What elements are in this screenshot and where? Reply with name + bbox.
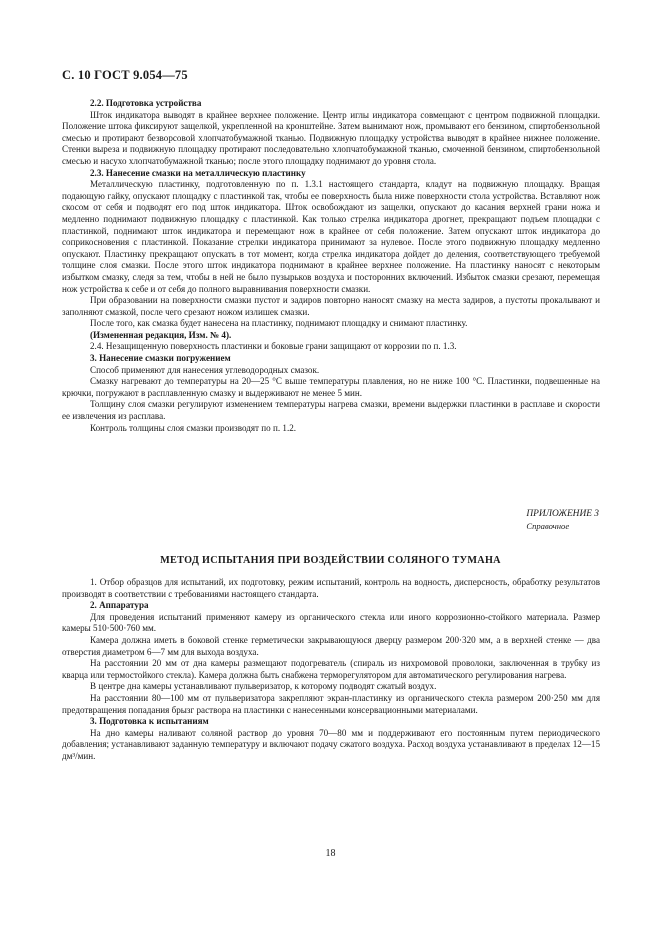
paragraph: Способ применяют для нанесения углеводородных смазок. bbox=[90, 364, 320, 375]
section-part-1 bbox=[62, 98, 600, 434]
paragraph: Шток индикатора выводят в крайнее верхнее положение. Центр иглы индикатора совмещают с центром подвижной площадки. Положение штока фиксируют защелкой, укрепленной на кронштейне. Затем вынимают нож, промывают его бензином, спиртобензольной смесью и протирают безворсовой хлопчатобумажной тканью. Подвижную площадку устройства выводят в крайнее нижнее положение. Стенки выреза и подвижную площадку протирают последовательно хлопчатобумажной тканью, смоченной бензином, спиртобензольной смесью и насухо хлопчатобумажной тканью; после этого площадку поднимают до уровня стола. bbox=[62, 109, 600, 166]
paragraph: В центре дна камеры устанавливают пульверизатор, к которому подводят сжатый воздух. bbox=[90, 681, 437, 692]
paragraph: Для проведения испытаний применяют камеру из органического стекла или иного коррозионно-стойкого материала. Размер камеры 510·500·760 мм. bbox=[62, 611, 600, 634]
heading-preparation: 3. Подготовка к испытаниям bbox=[90, 716, 209, 727]
paragraph: Камера должна иметь в боковой стенке герметически закрывающуюся дверцу размером 200·320 мм, а в верхней стенке — два отверстия диаметром 6—7 мм для выхода воздуха. bbox=[62, 634, 600, 657]
paragraph: На дно камеры наливают соляной раствор до уровня 70—80 мм и поддерживают его постоянным путем периодического добавления; устанавливают заданную температуру и включают подачу сжатого воздуха. Расход воздуха устанавливают в пределах 12—15 дм³/мин. bbox=[62, 727, 600, 761]
page-header: С. 10 ГОСТ 9.054—75 bbox=[62, 68, 188, 82]
paragraph: После того, как смазка будет нанесена на пластинку, поднимают площадку и снимают пластинку. bbox=[90, 318, 468, 329]
paragraph: При образовании на поверхности смазки пустот и задиров повторно наносят смазку на места задиров, а пустоты прокалывают и заполняют смазкой, после чего срезают ножом излишек смазки. bbox=[62, 295, 600, 317]
appendix-label bbox=[526, 508, 599, 532]
heading-2-3: 2.3. Нанесение смазки на металлическую пластинку bbox=[90, 167, 306, 178]
paragraph: 1. Отбор образцов для испытаний, их подготовку, режим испытаний, контроль на водность, дисперсность, обработку результатов производят в соответствии с требованиями настоящего стандарта. bbox=[62, 577, 600, 599]
paragraph: На расстоянии 80—100 мм от пульверизатора закрепляют экран-пластинку из органического стекла размером 200·250 мм для предотвращения попадания брызг раствора на пластинки с нанесенными консервационными материалами. bbox=[62, 692, 600, 715]
paragraph: Смазку нагревают до температуры на 20—25 °С выше температуры плавления, но не ниже 100 °С. Пластинки, подвешенные на крючки, погружают в расплавленную смазку и выдерживают не менее 5 мин. bbox=[62, 376, 600, 398]
paragraph: 2.4. Незащищенную поверхность пластинки и боковые грани защищают от коррозии по п. 1.3. bbox=[90, 341, 457, 352]
heading-2-2: 2.2. Подготовка устройства bbox=[90, 98, 202, 108]
paragraph: Металлическую пластинку, подготовленную по п. 1.3.1 настоящего стандарта, кладут на подвижную площадку. Вращая подающую гайку, опускают площадку с пластинкой так, чтобы ее поверхность была ниже поверхности стола устройства. Вставляют нож скосом от себя и подводят его под шток индикатора. Шток освобождают из защелки, опускают до касания верхней грани ножа и медленно поднимают подвижную площадку с пластинкой. Как только стрелка индикатора дрогнет, прекращают подъем площадки с пластинкой, поднимают шток индикатора и перемещают нож в крайнее от себя положение. Затем опускают шток индикатора до соприкосновения с пластинкой. Показание стрелки индикатора принимают за нулевое. После этого подвижную площадку медленно опускают. Пластинку прекращают опускать в тот момент, когда стрелка индикатора дойдет до деления, соответствующего требуемой толщине слоя смазки. После этого шток индикатора поднимают в крайнее верхнее положение. На пластинку наносят с некоторым избытком смазку, следя за тем, чтобы в ней не было пузырьков воздуха и посторонних включений. Избыток смазки срезают, перемещая нож устройства к себе и от себя до полного выравнивания поверхности смазки. bbox=[62, 179, 600, 294]
page-number: 18 bbox=[325, 848, 336, 859]
method-title: МЕТОД ИСПЫТАНИЯ ПРИ ВОЗДЕЙСТВИИ СОЛЯНОГО ТУМАНА bbox=[160, 555, 501, 566]
heading-3: 3. Нанесение смазки погружением bbox=[90, 353, 231, 364]
heading-apparatus: 2. Аппаратура bbox=[90, 600, 149, 611]
appendix-title: ПРИЛОЖЕНИЕ 3 bbox=[526, 509, 599, 519]
appendix-subtitle: Справочное bbox=[526, 521, 570, 531]
paragraph: Контроль толщины слоя смазки производят по п. 1.2. bbox=[90, 422, 297, 433]
amendment-note: (Измененная редакция, Изм. № 4). bbox=[90, 329, 232, 340]
paragraph: На расстоянии 20 мм от дна камеры размещают подогреватель (спираль из нихромовой проволоки, заключенная в трубку из кварца или термостойкого стекла). Камера должна быть снабжена терморегулятором для автоматического регулирования нагрева. bbox=[62, 658, 600, 680]
paragraph: Толщину слоя смазки регулируют изменением температуры нагрева смазки, времени выдержки пластинки в расплаве и скорости ее извлечения из расплава. bbox=[62, 399, 600, 422]
section-part-2 bbox=[62, 577, 600, 763]
